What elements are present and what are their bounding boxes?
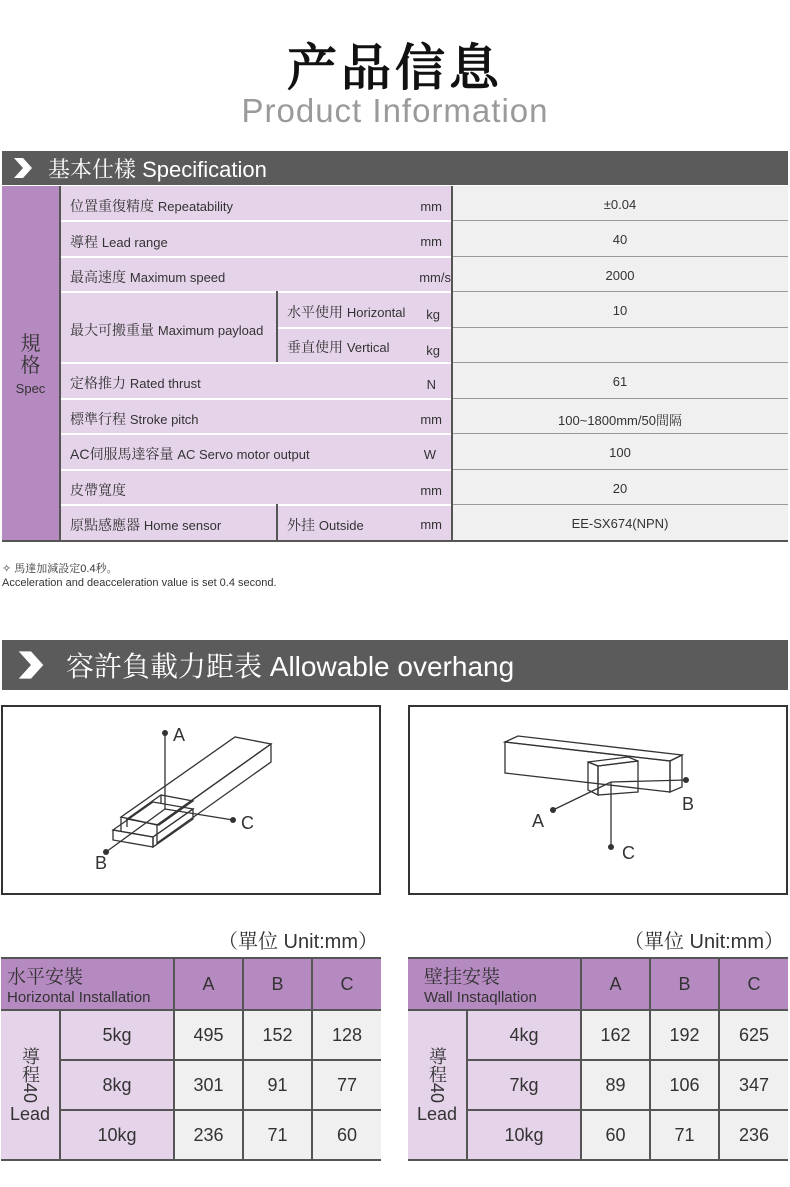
table1-r1-a: 301 [175,1061,242,1109]
table2-title-en: Wall Instaqllation [424,989,537,1006]
table1-col-b: B [244,959,311,1009]
table2-load-1: 7kg [468,1061,580,1109]
spec-table [2,186,788,542]
spec-unit-home-sensor: mm [420,517,442,532]
table1-r1-c: 77 [313,1061,381,1109]
spec-row-lead-range: 導程 Lead range [70,234,168,250]
table2-r2-c: 236 [720,1111,788,1159]
spec-payload-vertical: 垂直使用 Vertical [287,339,390,355]
table1-load-0: 5kg [61,1011,173,1059]
table1-r0-c: 128 [313,1011,381,1059]
table1-load-2: 10kg [61,1111,173,1159]
spec-row-max-speed: 最高速度 Maximum speed [70,269,226,285]
chevron-right-icon [16,650,46,680]
table2-r0-c: 625 [720,1011,788,1059]
spec-side-en: Spec [15,380,46,396]
horizontal-actuator-drawing [3,707,379,893]
horizontal-overhang-diagram [1,705,381,895]
table2-r2-a: 60 [582,1111,649,1159]
spec-unit-belt-width: mm [420,483,442,498]
spec-row-rated-thrust: 定格推力 Rated thrust [70,375,201,391]
wall-overhang-table [408,957,788,1162]
diagram2-label-c: C [622,843,635,863]
spec-unit-repeatability: mm [420,199,442,214]
spec-unit-rated-thrust: N [426,377,436,392]
table1-r0-a: 495 [175,1011,242,1059]
acceleration-note [2,562,277,590]
spec-row-max-payload: 最大可搬重量 Maximum payload [70,322,264,338]
spec-value-rated-thrust: 61 [612,374,628,389]
overhang-section-header [2,640,788,690]
table2-col-c: C [720,959,788,1009]
spec-value-horizontal: 10 [612,303,628,318]
spec-row-home-sensor: 原點感應器 Home sensor [70,517,222,533]
spec-row-servo-output: AC伺服馬達容量 AC Servo motor output [70,446,310,462]
wall-overhang-diagram [408,705,788,895]
table1-r2-b: 71 [244,1111,311,1159]
spec-unit-stroke-pitch: mm [420,412,442,427]
table1-r0-b: 152 [244,1011,311,1059]
diagram2-label-a: A [532,811,545,831]
table2-col-b: B [651,959,718,1009]
spec-payload-horizontal: 水平使用 Horizontal [287,304,406,320]
spec-row-belt-width: 皮帶寬度 [70,482,126,498]
table2-r2-b: 71 [651,1111,718,1159]
spec-side-label [2,186,59,542]
table2-lead-en: Lead [416,1103,458,1124]
table2-r0-b: 192 [651,1011,718,1059]
wall-actuator-drawing [410,707,786,893]
spec-unit-lead-range: mm [420,234,442,249]
table1-title [1,959,173,1009]
table1-r1-b: 91 [244,1061,311,1109]
spec-value-max-speed: 2000 [605,268,635,283]
note-line-en: Acceleration and deacceleration value is set 0.4 second. [2,577,277,589]
table1-load-1: 8kg [61,1061,173,1109]
table2-lead-label [408,1011,466,1161]
table2-load-2: 10kg [468,1111,580,1159]
note-line-cn: ✧ 馬達加減設定0.4秒。 [2,563,118,575]
spec-unit-vertical: kg [426,343,440,358]
table2-load-0: 4kg [468,1011,580,1059]
page-subtitle: Product Information [241,92,549,129]
spec-home-sensor-outside: 外挂 Outside [287,517,364,533]
table1-title-en: Horizontal Installation [7,989,151,1006]
horizontal-overhang-table [1,957,381,1162]
table2-r0-a: 162 [582,1011,649,1059]
diagram1-label-a: A [173,725,186,745]
diagram1-label-b: B [95,853,108,873]
overhang-section-title: 容許負載力距表 Allowable overhang [66,651,515,682]
spec-value-stroke-pitch: 100~1800mm/50間隔 [558,413,682,428]
spec-row-stroke-pitch: 標準行程 Stroke pitch [70,411,199,427]
spec-value-servo-output: 100 [609,445,631,460]
table1-col-a: A [175,959,242,1009]
table1-r2-c: 60 [313,1111,381,1159]
spec-unit-servo-output: W [423,447,436,462]
spec-value-lead-range: 40 [612,232,628,247]
table1-col-c: C [313,959,381,1009]
table2-title [408,959,580,1009]
table1-lead-en: Lead [9,1103,51,1124]
diagram2-label-b: B [682,794,695,814]
spec-row-repeatability: 位置重復精度 Repeatability [70,198,234,214]
spec-unit-horizontal: kg [426,307,440,322]
spec-value-belt-width: 20 [612,481,628,496]
table2-r1-b: 106 [651,1061,718,1109]
diagram1-label-c: C [241,813,254,833]
spec-side-cn-2: 格 [20,354,41,377]
spec-side-cn-1: 規 [20,332,41,355]
chevron-right-icon [12,157,34,179]
spec-section-title: 基本仕樣 Specification [48,156,267,182]
spec-section-header [2,151,788,185]
table1-r2-a: 236 [175,1111,242,1159]
table1-title-cn: 水平安裝 [7,967,84,988]
table1-lead-cn: 導程40 [20,1047,40,1104]
unit-note-wall: （單位 Unit:mm） [624,931,784,953]
spec-unit-max-speed: mm/s [419,270,451,285]
table1-lead-label [1,1011,59,1161]
table2-lead-cn: 導程40 [427,1047,447,1104]
table2-col-a: A [582,959,649,1009]
page-title: 产品信息 [287,39,503,97]
table2-r1-c: 347 [720,1061,788,1109]
spec-value-home-sensor: EE-SX674(NPN) [571,516,669,531]
table2-title-cn: 壁挂安裝 [424,967,501,988]
unit-note-horizontal: （單位 Unit:mm） [218,931,378,953]
table2-r1-a: 89 [582,1061,649,1109]
spec-value-repeatability: ±0.04 [603,197,637,212]
